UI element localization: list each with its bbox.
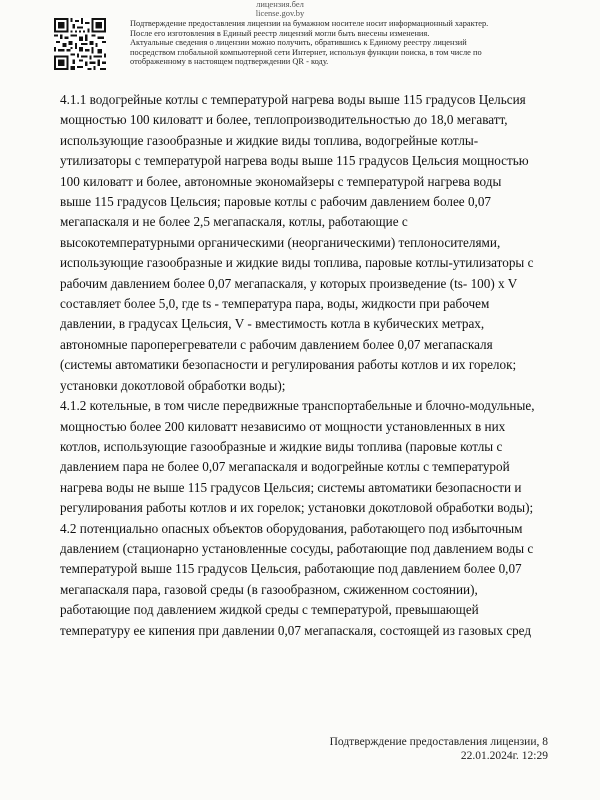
- notice-line: После его изготовления в Единый реестр лицензий могли быть внесены изменения.: [130, 28, 430, 38]
- text-line: котлов, использующие газообразные и жидкие виды топлива (паровые котлы с: [60, 438, 503, 454]
- qr-code-icon[interactable]: [54, 18, 106, 70]
- text-line: использующие газообразные и жидкие виды топлива, водогрейные котлы-: [60, 132, 479, 148]
- footer-timestamp: 22.01.2024г. 12:29: [460, 750, 548, 762]
- text-line: автономные пароперегреватели с рабочим давлением более 0,07 мегапаскаля: [60, 336, 493, 352]
- text-line: установки докотловой обработки воды);: [60, 377, 286, 393]
- text-line: рабочим давлением более 0,07 мегапаскаля, у которых произведение (ts- 100) x V: [60, 275, 518, 291]
- footer-confirmation: [330, 735, 548, 763]
- text-line: 4.1.2 котельные, в том числе передвижные транспортабельные и блочно-модульные,: [60, 398, 535, 414]
- text-line: давлении, в градусах Цельсия, V - вместимость котла в кубических метрах,: [60, 316, 485, 332]
- notice-line: отображенному в настоящем подтверждении QR - коду.: [130, 57, 329, 67]
- text-line: мощностью более 200 киловатт независимо от мощности установленных в них: [60, 418, 506, 434]
- footer-title: Подтверждение предоставления лицензии, 8: [329, 736, 548, 748]
- site-line-ru: лицензия.бел: [256, 0, 304, 9]
- text-line: утилизаторы с температурой нагрева воды выше 115 градусов Цельсия мощностью: [60, 153, 529, 169]
- text-line: температуру ее кипения при давлении 0,07 мегапаскаля, состоящей из газовых сред: [60, 622, 532, 638]
- notice-line: посредством глобальной компьютерной сети Интернет, используя функции поиска, в том числе по: [130, 47, 482, 57]
- text-line: мегапаскаля пара, газовой среды (в газообразном, сжиженном состоянии),: [60, 581, 478, 597]
- site-url: [250, 0, 310, 18]
- text-line: 4.2 потенциально опасных объектов оборудования, работающего под избыточным: [60, 520, 523, 536]
- text-line: 4.1.1 водогрейные котлы с температурой нагрева воды выше 115 градусов Цельсия: [60, 92, 526, 107]
- text-line: мегапаскаля и не более 2,5 мегапаскаля, котлы, работающие с: [60, 214, 408, 230]
- text-line: составляет более 5,0, где ts - температура пара, воды, жидкости при рабочем: [60, 296, 490, 312]
- text-line: выше 115 градусов Цельсия; паровые котлы с рабочим давлением более 0,07: [60, 194, 492, 210]
- notice-line: Подтверждение предоставления лицензии на бумажном носителе носит информационный характер.: [130, 19, 489, 28]
- notice-line: Актуальные сведения о лицензии можно получить, обратившись к Единому реестру лицензий: [130, 38, 467, 48]
- text-line: давлением (стационарно установленные сосуды, работающие под давлением воды с: [60, 540, 534, 556]
- site-line-en: license.gov.by: [255, 8, 305, 18]
- text-line: 100 киловатт и более, автономные экономайзеры с температурой нагрева воды: [60, 173, 502, 189]
- text-line: нагрева воды не выше 115 градусов Цельсия; системы автоматики безопасности и: [60, 479, 522, 495]
- disclaimer-notice: [130, 19, 560, 67]
- license-text: [60, 90, 570, 641]
- text-line: (системы автоматики безопасности и регулирования работы котлов и их горелок;: [60, 357, 517, 373]
- text-line: температурой выше 115 градусов Цельсия, работающие под давлением более 0,07: [60, 561, 522, 577]
- text-line: использующие газообразные и жидкие виды топлива, паровые котлы-утилизаторы с: [60, 255, 534, 271]
- text-line: работающие под давлением жидкой среды с температурой, превышающей: [60, 602, 479, 618]
- text-line: регулирования работы котлов и их горелок; установки докотловой обработки воды);: [60, 500, 534, 516]
- text-line: высокотемпературными органическими (неорганическими) теплоносителями,: [60, 234, 501, 250]
- text-line: давлением пара не более 0,07 мегапаскаля и водогрейные котлы с температурой: [60, 459, 510, 475]
- text-line: мощностью 100 киловатт и более, теплопроизводительностью до 18,0 мегаватт,: [60, 112, 508, 128]
